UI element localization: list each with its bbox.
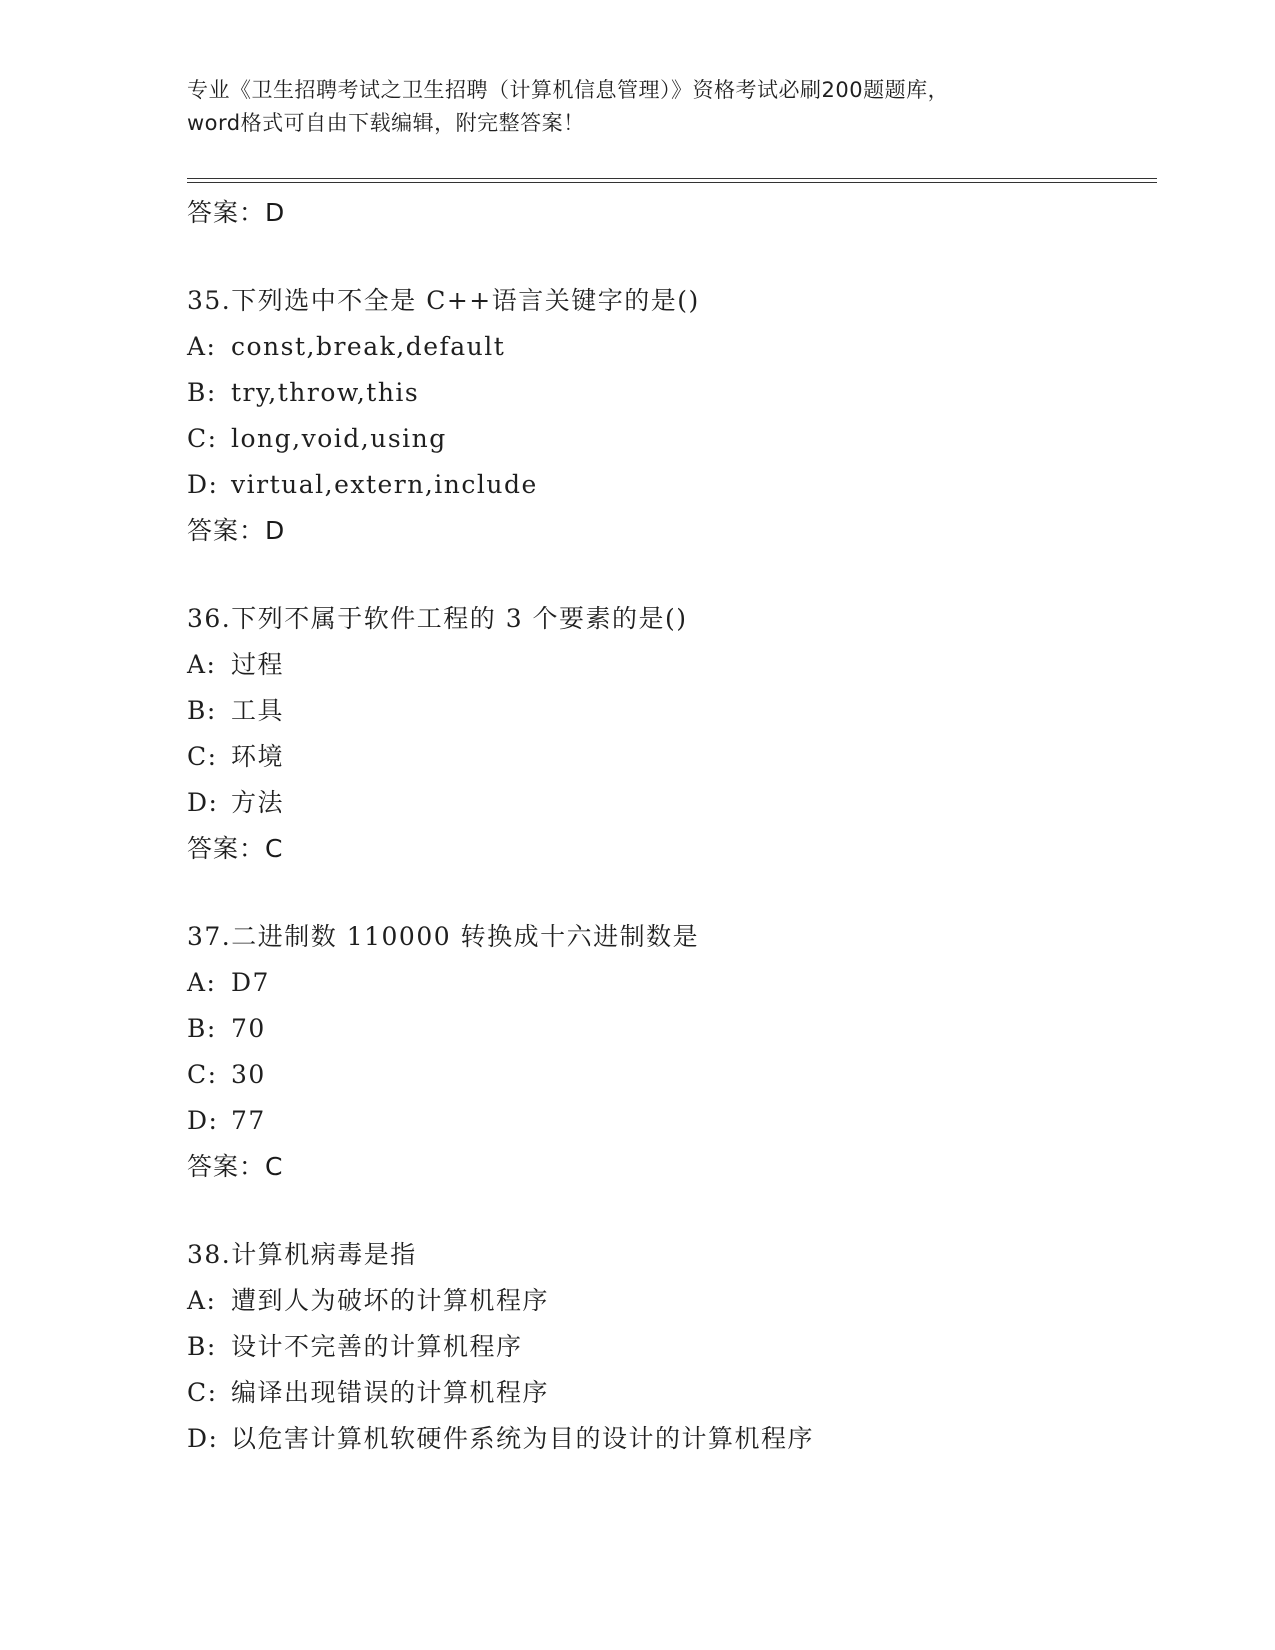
option-c bbox=[187, 416, 1147, 462]
option-key: B: bbox=[187, 696, 217, 725]
option-key: D: bbox=[187, 1106, 219, 1135]
answer-value: D bbox=[265, 198, 286, 227]
option-b bbox=[187, 1324, 1147, 1370]
answer-line bbox=[187, 190, 1147, 236]
option-d bbox=[187, 1416, 1147, 1462]
question-36 bbox=[187, 596, 1147, 872]
option-text: 过程 bbox=[231, 650, 285, 679]
answer-value: C bbox=[265, 834, 284, 863]
option-b bbox=[187, 1006, 1147, 1052]
answer-value: C bbox=[265, 1152, 284, 1181]
question-title: 36.下列不属于软件工程的 3 个要素的是() bbox=[187, 604, 688, 633]
option-key: C: bbox=[187, 742, 218, 771]
option-key: A: bbox=[187, 650, 217, 679]
option-key: A: bbox=[187, 1286, 217, 1315]
option-text: 编译出现错误的计算机程序 bbox=[231, 1378, 550, 1407]
option-text: 设计不完善的计算机程序 bbox=[231, 1332, 523, 1361]
option-text: long,void,using bbox=[231, 424, 447, 453]
option-text: try,throw,this bbox=[231, 378, 420, 407]
header-line-2: word格式可自由下载编辑，附完整答案！ bbox=[187, 111, 585, 135]
question-35 bbox=[187, 278, 1147, 554]
option-key: C: bbox=[187, 1378, 218, 1407]
answer-line bbox=[187, 508, 1147, 554]
option-b bbox=[187, 688, 1147, 734]
question-title: 38.计算机病毒是指 bbox=[187, 1240, 417, 1269]
option-d bbox=[187, 1098, 1147, 1144]
question-37 bbox=[187, 914, 1147, 1190]
option-key: B: bbox=[187, 1014, 217, 1043]
option-text: 遭到人为破坏的计算机程序 bbox=[231, 1286, 550, 1315]
question-list bbox=[187, 190, 1147, 1462]
answer-line bbox=[187, 826, 1147, 872]
option-key: A: bbox=[187, 968, 217, 997]
answer-value: D bbox=[265, 516, 286, 545]
answer-label: 答案： bbox=[187, 1152, 266, 1181]
question-title: 35.下列选中不全是 C++语言关键字的是() bbox=[187, 286, 700, 315]
question-38 bbox=[187, 1232, 1147, 1462]
option-a bbox=[187, 324, 1147, 370]
option-a bbox=[187, 960, 1147, 1006]
option-text: 工具 bbox=[231, 696, 285, 725]
option-key: C: bbox=[187, 424, 218, 453]
option-key: C: bbox=[187, 1060, 218, 1089]
option-text: virtual,extern,include bbox=[231, 470, 538, 499]
option-c bbox=[187, 734, 1147, 780]
option-text: 以危害计算机软硬件系统为目的设计的计算机程序 bbox=[231, 1424, 815, 1453]
option-text: 77 bbox=[231, 1106, 266, 1135]
option-key: D: bbox=[187, 470, 219, 499]
option-text: 环境 bbox=[231, 742, 285, 771]
option-a bbox=[187, 1278, 1147, 1324]
answer-label: 答案： bbox=[187, 834, 266, 863]
option-text: 70 bbox=[231, 1014, 266, 1043]
option-text: 30 bbox=[231, 1060, 266, 1089]
option-text: const,break,default bbox=[231, 332, 506, 361]
option-text: D7 bbox=[231, 968, 270, 997]
option-c bbox=[187, 1370, 1147, 1416]
answer-line bbox=[187, 1144, 1147, 1190]
header-divider-bottom bbox=[187, 182, 1157, 183]
header-line-1: 专业《卫生招聘考试之卫生招聘（计算机信息管理）》资格考试必刷200题题库， bbox=[187, 78, 950, 102]
option-c bbox=[187, 1052, 1147, 1098]
option-d bbox=[187, 462, 1147, 508]
document-header bbox=[187, 74, 1087, 140]
option-d bbox=[187, 780, 1147, 826]
header-divider-top bbox=[187, 178, 1157, 179]
option-key: B: bbox=[187, 378, 217, 407]
option-key: D: bbox=[187, 788, 219, 817]
question-title: 37.二进制数 110000 转换成十六进制数是 bbox=[187, 922, 700, 951]
option-text: 方法 bbox=[231, 788, 285, 817]
option-key: D: bbox=[187, 1424, 219, 1453]
option-key: A: bbox=[187, 332, 217, 361]
option-key: B: bbox=[187, 1332, 217, 1361]
answer-label: 答案： bbox=[187, 198, 266, 227]
answer-label: 答案： bbox=[187, 516, 266, 545]
option-b bbox=[187, 370, 1147, 416]
option-a bbox=[187, 642, 1147, 688]
